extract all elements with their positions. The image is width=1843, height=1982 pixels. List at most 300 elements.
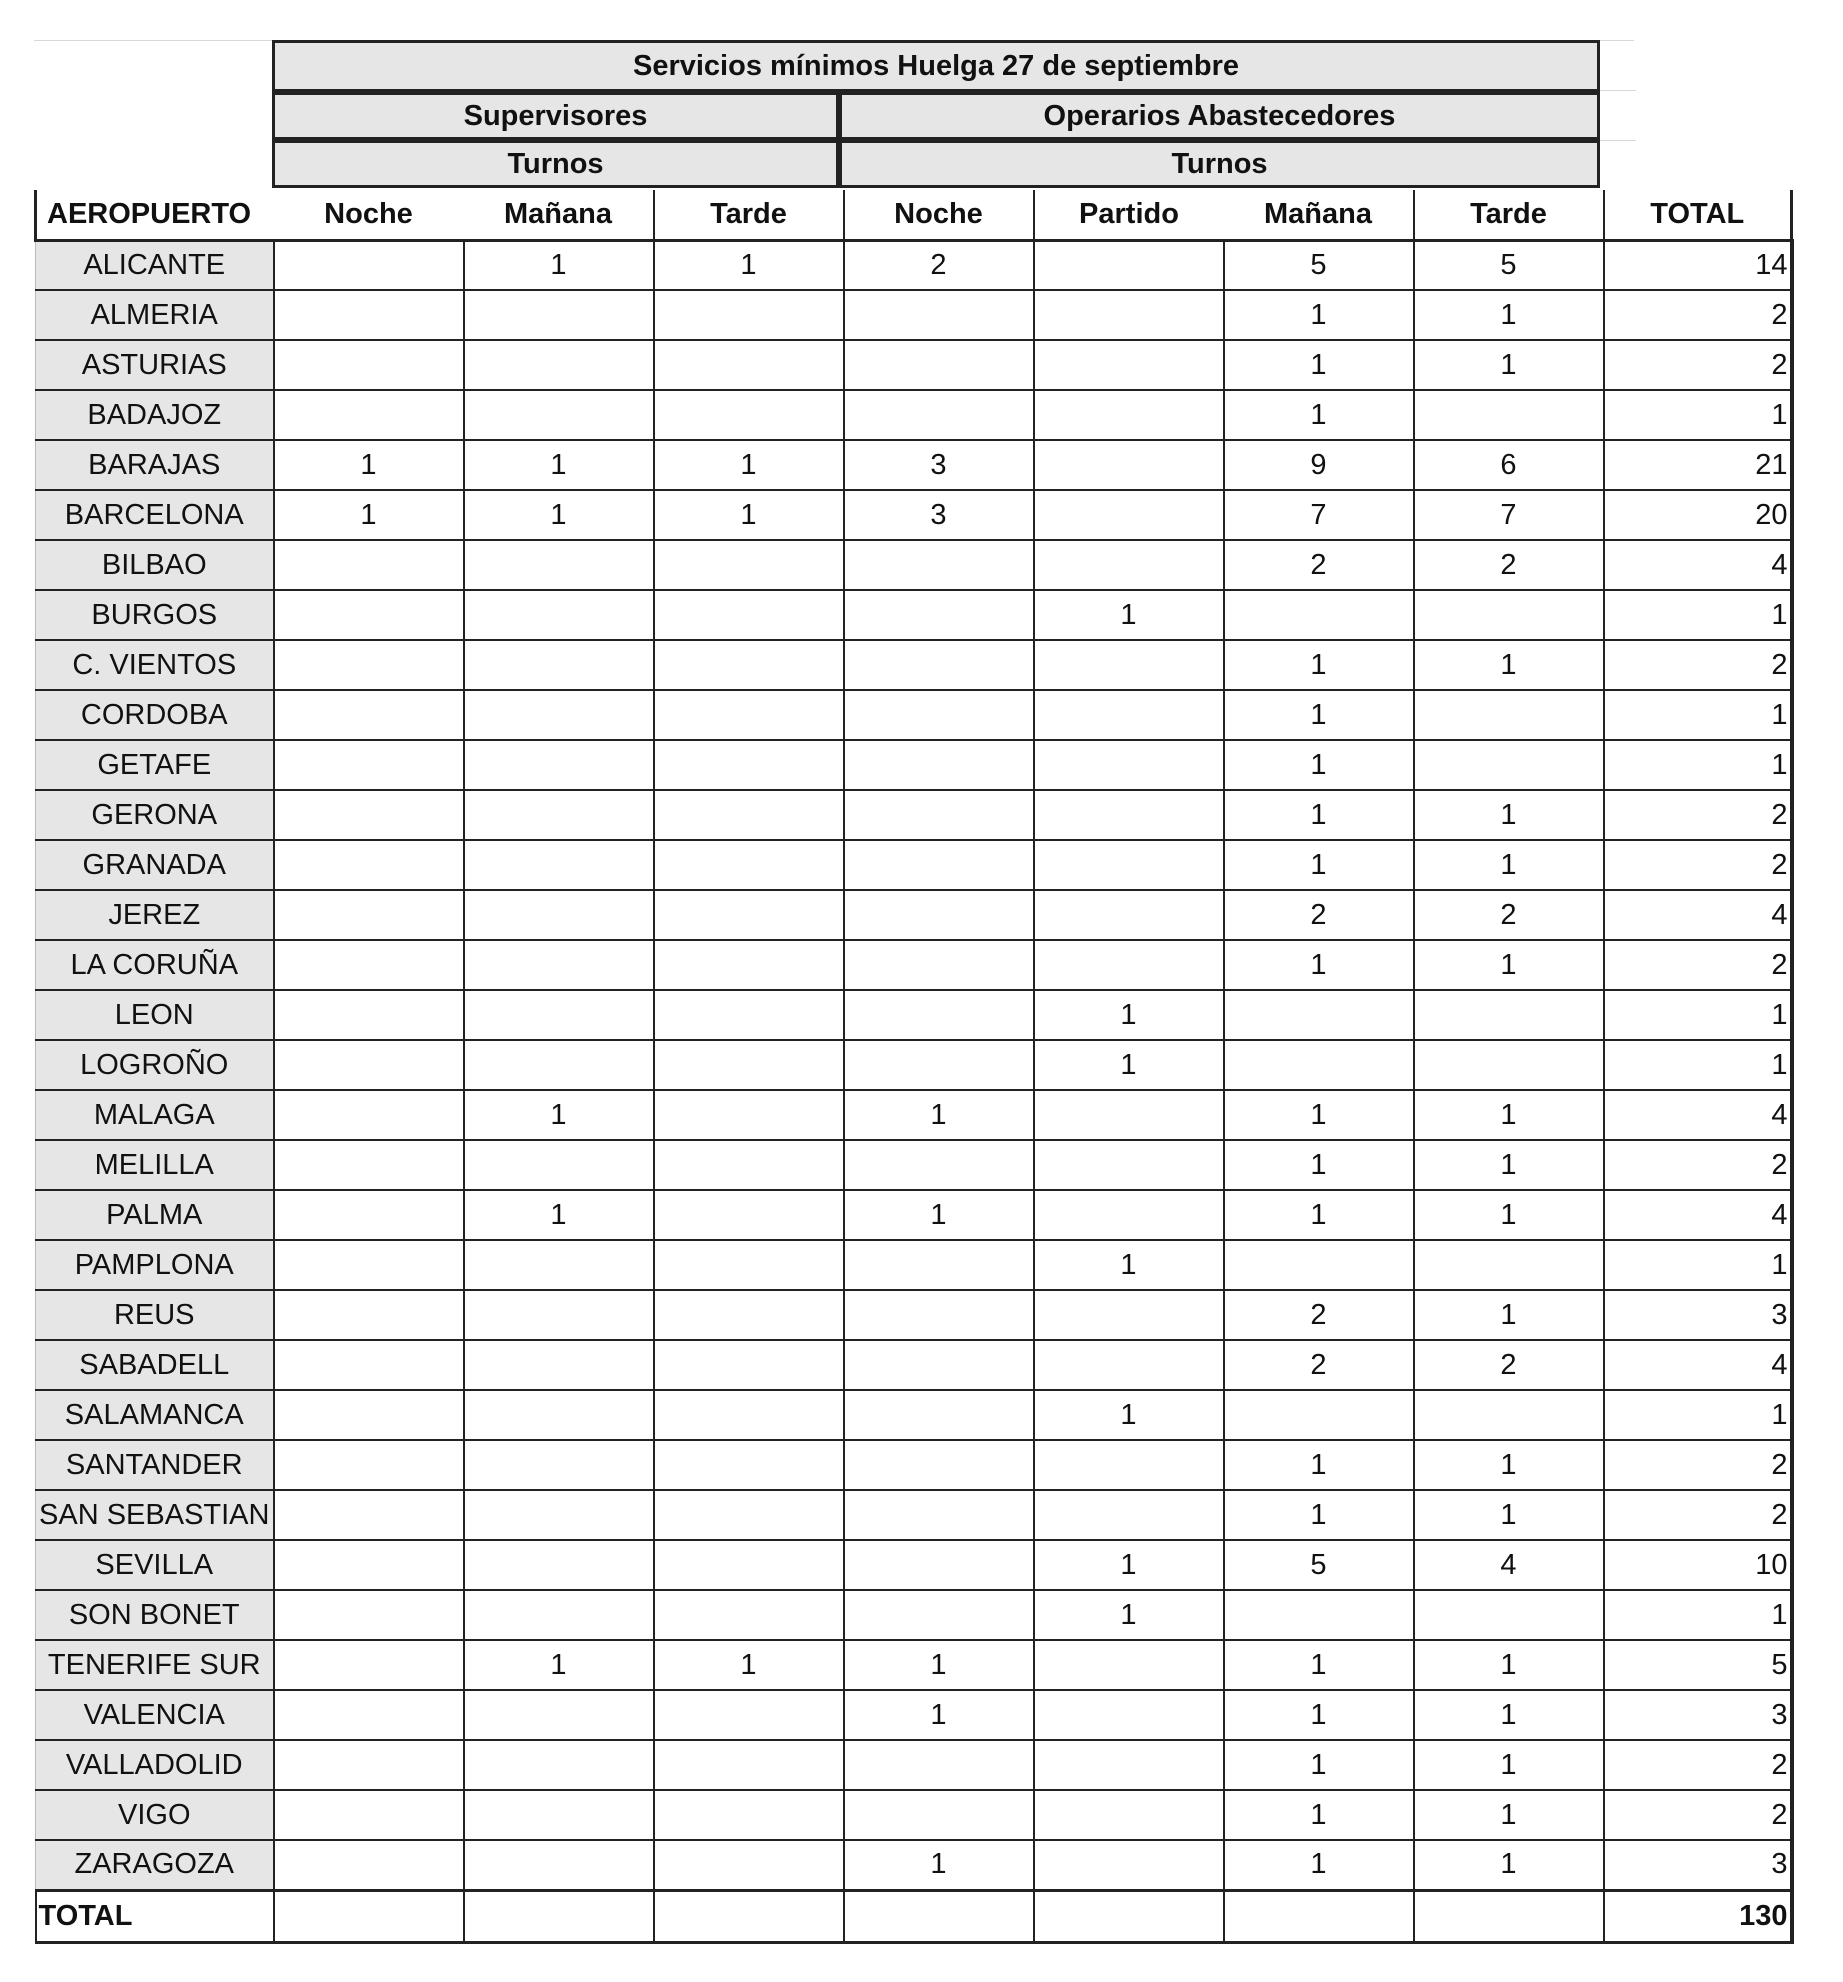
op-tarde-cell: 2 [1414,540,1604,590]
op-partido-cell [1034,340,1224,390]
op-noche-cell [844,890,1034,940]
col-header-op-noche: Noche [844,190,1034,240]
sup-tarde-cell [654,1290,844,1340]
table-row [36,1090,1792,1140]
col-header-sup-manana: Mañana [464,190,654,240]
airport-name-cell: LA CORUÑA [36,940,274,990]
sup-tarde-cell [654,590,844,640]
op-partido-cell [1034,1640,1224,1690]
sup-manana-cell [464,990,654,1040]
op-partido-cell: 1 [1034,1390,1224,1440]
op-tarde-cell: 1 [1414,640,1604,690]
op-partido-cell: 1 [1034,590,1224,640]
sup-tarde-cell [654,1340,844,1390]
sup-tarde-cell [654,990,844,1040]
op-noche-cell [844,1490,1034,1540]
sup-noche-cell [274,340,464,390]
op-noche-cell [844,1590,1034,1640]
op-partido-cell [1034,1790,1224,1840]
table-cell [464,1890,654,1942]
op-tarde-cell [1414,1240,1604,1290]
sup-tarde-cell [654,1790,844,1840]
sup-tarde-cell: 1 [654,240,844,290]
op-noche-cell [844,1790,1034,1840]
airport-name-cell: TENERIFE SUR [36,1640,274,1690]
sup-noche-cell: 1 [274,490,464,540]
row-total-cell: 4 [1604,890,1792,940]
airport-name-cell: BILBAO [36,540,274,590]
sup-manana-cell [464,1790,654,1840]
op-partido-cell: 1 [1034,1040,1224,1090]
sup-manana-cell [464,840,654,890]
op-tarde-cell [1414,990,1604,1040]
op-manana-cell: 1 [1224,1090,1414,1140]
table-row [36,1690,1792,1740]
op-partido-cell [1034,1190,1224,1240]
sup-tarde-cell [654,1190,844,1240]
group-operarios-turnos: Turnos [839,140,1600,188]
sup-manana-cell [464,290,654,340]
op-manana-cell: 1 [1224,740,1414,790]
airport-name-cell: BARAJAS [36,440,274,490]
table-row [36,1790,1792,1840]
table-row [36,440,1792,490]
table-row [36,1240,1792,1290]
op-noche-cell [844,1740,1034,1790]
sup-manana-cell [464,1240,654,1290]
op-tarde-cell: 6 [1414,440,1604,490]
op-noche-cell [844,340,1034,390]
sup-manana-cell [464,1290,654,1340]
op-partido-cell [1034,1690,1224,1740]
table-row [36,790,1792,840]
sup-manana-cell [464,1840,654,1890]
table-row [36,1440,1792,1490]
sup-noche-cell [274,1040,464,1090]
op-tarde-cell: 1 [1414,290,1604,340]
sup-tarde-cell [654,890,844,940]
table-row [36,1740,1792,1790]
op-noche-cell: 1 [844,1190,1034,1240]
op-partido-cell [1034,790,1224,840]
sup-manana-cell [464,1690,654,1740]
op-noche-cell [844,290,1034,340]
sup-noche-cell [274,1140,464,1190]
op-manana-cell [1224,1040,1414,1090]
sup-noche-cell [274,1590,464,1640]
row-total-cell: 1 [1604,1240,1792,1290]
op-tarde-cell [1414,690,1604,740]
op-manana-cell: 9 [1224,440,1414,490]
op-manana-cell: 1 [1224,690,1414,740]
row-total-cell: 1 [1604,390,1792,440]
op-partido-cell [1034,690,1224,740]
airport-name-cell: SON BONET [36,1590,274,1640]
airport-name-cell: LOGROÑO [36,1040,274,1090]
op-tarde-cell: 1 [1414,1840,1604,1890]
sup-noche-cell [274,1190,464,1240]
op-tarde-cell: 1 [1414,1090,1604,1140]
op-noche-cell [844,640,1034,690]
op-manana-cell: 1 [1224,640,1414,690]
airport-name-cell: MELILLA [36,1140,274,1190]
op-partido-cell [1034,290,1224,340]
op-noche-cell [844,740,1034,790]
sup-tarde-cell: 1 [654,1640,844,1690]
op-tarde-cell: 5 [1414,240,1604,290]
table-row [36,990,1792,1040]
sup-manana-cell [464,1440,654,1490]
op-manana-cell [1224,1590,1414,1640]
row-total-cell: 2 [1604,640,1792,690]
sup-manana-cell [464,1390,654,1440]
sup-noche-cell [274,1090,464,1140]
op-tarde-cell: 1 [1414,1790,1604,1840]
op-tarde-cell [1414,1590,1604,1640]
op-manana-cell: 1 [1224,1840,1414,1890]
op-tarde-cell: 1 [1414,840,1604,890]
op-noche-cell [844,1440,1034,1490]
airport-name-cell: BURGOS [36,590,274,640]
sup-noche-cell [274,1490,464,1540]
column-header-row [36,190,1792,240]
sup-tarde-cell [654,1740,844,1790]
op-noche-cell: 3 [844,440,1034,490]
op-manana-cell: 1 [1224,1140,1414,1190]
table-body [36,240,1792,1890]
sup-noche-cell [274,990,464,1040]
airport-name-cell: CORDOBA [36,690,274,740]
col-header-op-tarde: Tarde [1414,190,1604,240]
table-row [36,640,1792,690]
sup-manana-cell [464,690,654,740]
op-noche-cell [844,1340,1034,1390]
op-tarde-cell [1414,590,1604,640]
table-row [36,390,1792,440]
row-total-cell: 2 [1604,1790,1792,1840]
op-noche-cell [844,1540,1034,1590]
sup-noche-cell [274,1640,464,1690]
sup-noche-cell [274,790,464,840]
col-header-op-partido: Partido [1034,190,1224,240]
table-row [36,740,1792,790]
op-tarde-cell [1414,740,1604,790]
op-partido-cell [1034,1740,1224,1790]
op-partido-cell: 1 [1034,1590,1224,1640]
row-total-cell: 3 [1604,1690,1792,1740]
op-manana-cell: 7 [1224,490,1414,540]
sup-tarde-cell [654,1240,844,1290]
op-manana-cell: 1 [1224,1690,1414,1740]
airport-name-cell: SABADELL [36,1340,274,1390]
group-supervisores-turnos: Turnos [272,140,839,188]
table-row [36,490,1792,540]
op-manana-cell: 2 [1224,540,1414,590]
sup-tarde-cell [654,1840,844,1890]
op-partido-cell [1034,890,1224,940]
table-row [36,540,1792,590]
sup-manana-cell [464,1490,654,1540]
airport-name-cell: BARCELONA [36,490,274,540]
op-tarde-cell: 2 [1414,890,1604,940]
table-row [36,340,1792,390]
table-row [36,1140,1792,1190]
airport-name-cell: GERONA [36,790,274,840]
airport-name-cell: VIGO [36,1790,274,1840]
sup-tarde-cell [654,540,844,590]
sup-noche-cell [274,1440,464,1490]
op-partido-cell [1034,1140,1224,1190]
op-manana-cell: 2 [1224,1340,1414,1390]
op-partido-cell [1034,540,1224,590]
op-partido-cell [1034,840,1224,890]
sup-noche-cell [274,840,464,890]
op-partido-cell [1034,1340,1224,1390]
op-tarde-cell [1414,390,1604,440]
sup-tarde-cell [654,740,844,790]
sup-noche-cell [274,1240,464,1290]
row-total-cell: 4 [1604,1340,1792,1390]
op-manana-cell: 1 [1224,1640,1414,1690]
op-noche-cell [844,590,1034,640]
sup-noche-cell [274,390,464,440]
row-total-cell: 3 [1604,1840,1792,1890]
op-tarde-cell: 1 [1414,1490,1604,1540]
op-partido-cell: 1 [1034,990,1224,1040]
airport-name-cell: GRANADA [36,840,274,890]
table-row [36,1540,1792,1590]
op-tarde-cell: 1 [1414,940,1604,990]
sup-noche-cell [274,1790,464,1840]
sup-tarde-cell: 1 [654,490,844,540]
op-noche-cell [844,940,1034,990]
row-total-cell: 1 [1604,690,1792,740]
op-noche-cell [844,1140,1034,1190]
sup-tarde-cell: 1 [654,440,844,490]
op-manana-cell: 1 [1224,940,1414,990]
op-partido-cell [1034,1290,1224,1340]
op-manana-cell: 1 [1224,1790,1414,1840]
total-row-label: TOTAL [36,1890,274,1942]
op-noche-cell [844,390,1034,440]
op-manana-cell: 2 [1224,1290,1414,1340]
sup-manana-cell [464,790,654,840]
airport-name-cell: SAN SEBASTIAN [36,1490,274,1540]
sup-tarde-cell [654,1540,844,1590]
sup-manana-cell [464,1540,654,1590]
sup-tarde-cell [654,640,844,690]
op-manana-cell: 1 [1224,1190,1414,1240]
row-total-cell: 4 [1604,1090,1792,1140]
op-tarde-cell: 1 [1414,340,1604,390]
col-header-sup-noche: Noche [274,190,464,240]
sup-manana-cell [464,1590,654,1640]
op-noche-cell: 1 [844,1090,1034,1140]
sup-tarde-cell [654,340,844,390]
airport-name-cell: SANTANDER [36,1440,274,1490]
op-manana-cell: 1 [1224,290,1414,340]
op-noche-cell: 1 [844,1840,1034,1890]
op-tarde-cell: 1 [1414,1740,1604,1790]
sup-manana-cell [464,890,654,940]
gridline [1600,140,1636,141]
sup-noche-cell [274,240,464,290]
table-cell [1034,1890,1224,1942]
row-total-cell: 1 [1604,1390,1792,1440]
table-row [36,590,1792,640]
row-total-cell: 4 [1604,1190,1792,1240]
sup-tarde-cell [654,1140,844,1190]
sup-manana-cell [464,1340,654,1390]
col-header-aeropuerto: AEROPUERTO [36,190,274,240]
table-row [36,940,1792,990]
table-row [36,240,1792,290]
row-total-cell: 4 [1604,540,1792,590]
airport-name-cell: REUS [36,1290,274,1340]
airport-name-cell: GETAFE [36,740,274,790]
sup-noche-cell [274,890,464,940]
op-tarde-cell: 1 [1414,1290,1604,1340]
row-total-cell: 2 [1604,290,1792,340]
sup-tarde-cell [654,1490,844,1540]
sup-manana-cell: 1 [464,490,654,540]
sup-tarde-cell [654,840,844,890]
op-tarde-cell: 1 [1414,1690,1604,1740]
sup-noche-cell [274,1740,464,1790]
gridline [1600,90,1636,91]
op-tarde-cell [1414,1390,1604,1440]
sup-manana-cell: 1 [464,1190,654,1240]
op-noche-cell [844,990,1034,1040]
sup-noche-cell [274,940,464,990]
table-row [36,290,1792,340]
row-total-cell: 2 [1604,1740,1792,1790]
op-noche-cell [844,840,1034,890]
op-tarde-cell: 4 [1414,1540,1604,1590]
sup-manana-cell [464,1040,654,1090]
airport-name-cell: SEVILLA [36,1540,274,1590]
sup-noche-cell [274,640,464,690]
sup-noche-cell [274,1540,464,1590]
op-noche-cell [844,690,1034,740]
sup-noche-cell [274,740,464,790]
row-total-cell: 1 [1604,990,1792,1040]
op-tarde-cell: 1 [1414,1640,1604,1690]
sup-manana-cell: 1 [464,1090,654,1140]
row-total-cell: 1 [1604,590,1792,640]
table-row [36,1040,1792,1090]
sup-manana-cell [464,940,654,990]
row-total-cell: 2 [1604,790,1792,840]
row-total-cell: 20 [1604,490,1792,540]
sup-tarde-cell [654,1590,844,1640]
op-noche-cell: 3 [844,490,1034,540]
sup-tarde-cell [654,1040,844,1090]
servicios-minimos-table [34,190,1794,1944]
row-total-cell: 2 [1604,940,1792,990]
sup-tarde-cell [654,1090,844,1140]
op-partido-cell [1034,1090,1224,1140]
sup-manana-cell [464,1740,654,1790]
op-manana-cell: 1 [1224,1740,1414,1790]
airport-name-cell: PAMPLONA [36,1240,274,1290]
op-manana-cell [1224,1240,1414,1290]
sup-manana-cell [464,540,654,590]
op-partido-cell [1034,1490,1224,1540]
row-total-cell: 1 [1604,1590,1792,1640]
table-cell [844,1890,1034,1942]
table-row [36,1490,1792,1540]
sup-tarde-cell [654,390,844,440]
op-manana-cell: 1 [1224,340,1414,390]
table-row [36,1840,1792,1890]
sup-manana-cell [464,590,654,640]
sup-manana-cell: 1 [464,440,654,490]
op-manana-cell: 1 [1224,1440,1414,1490]
op-partido-cell [1034,940,1224,990]
op-noche-cell [844,1240,1034,1290]
airport-name-cell: ASTURIAS [36,340,274,390]
row-total-cell: 2 [1604,840,1792,890]
op-manana-cell [1224,1390,1414,1440]
total-row [36,1890,1792,1942]
sup-noche-cell [274,1840,464,1890]
col-header-sup-tarde: Tarde [654,190,844,240]
row-total-cell: 21 [1604,440,1792,490]
sup-tarde-cell [654,1690,844,1740]
op-noche-cell [844,1290,1034,1340]
sup-manana-cell [464,390,654,440]
sup-noche-cell [274,690,464,740]
op-tarde-cell: 1 [1414,1140,1604,1190]
airport-name-cell: ZARAGOZA [36,1840,274,1890]
op-noche-cell [844,540,1034,590]
op-noche-cell [844,1040,1034,1090]
op-noche-cell [844,790,1034,840]
op-manana-cell: 5 [1224,240,1414,290]
op-partido-cell [1034,1440,1224,1490]
sup-tarde-cell [654,940,844,990]
sup-tarde-cell [654,1390,844,1440]
sup-manana-cell: 1 [464,1640,654,1690]
row-total-cell: 2 [1604,1490,1792,1540]
row-total-cell: 5 [1604,1640,1792,1690]
sheet-title: Servicios mínimos Huelga 27 de septiembre [272,40,1600,92]
op-manana-cell [1224,590,1414,640]
row-total-cell: 1 [1604,740,1792,790]
op-manana-cell: 2 [1224,890,1414,940]
op-tarde-cell: 2 [1414,1340,1604,1390]
sup-manana-cell [464,640,654,690]
sup-noche-cell [274,290,464,340]
airport-name-cell: BADAJOZ [36,390,274,440]
airport-name-cell: ALMERIA [36,290,274,340]
table-row [36,1290,1792,1340]
op-noche-cell: 2 [844,240,1034,290]
sup-tarde-cell [654,690,844,740]
sup-noche-cell [274,1390,464,1440]
op-tarde-cell [1414,1040,1604,1090]
sup-noche-cell [274,1290,464,1340]
op-partido-cell [1034,390,1224,440]
row-total-cell: 3 [1604,1290,1792,1340]
table-row [36,690,1792,740]
col-header-op-manana: Mañana [1224,190,1414,240]
table-cell [1414,1890,1604,1942]
row-total-cell: 2 [1604,1440,1792,1490]
airport-name-cell: ALICANTE [36,240,274,290]
airport-name-cell: VALENCIA [36,1690,274,1740]
